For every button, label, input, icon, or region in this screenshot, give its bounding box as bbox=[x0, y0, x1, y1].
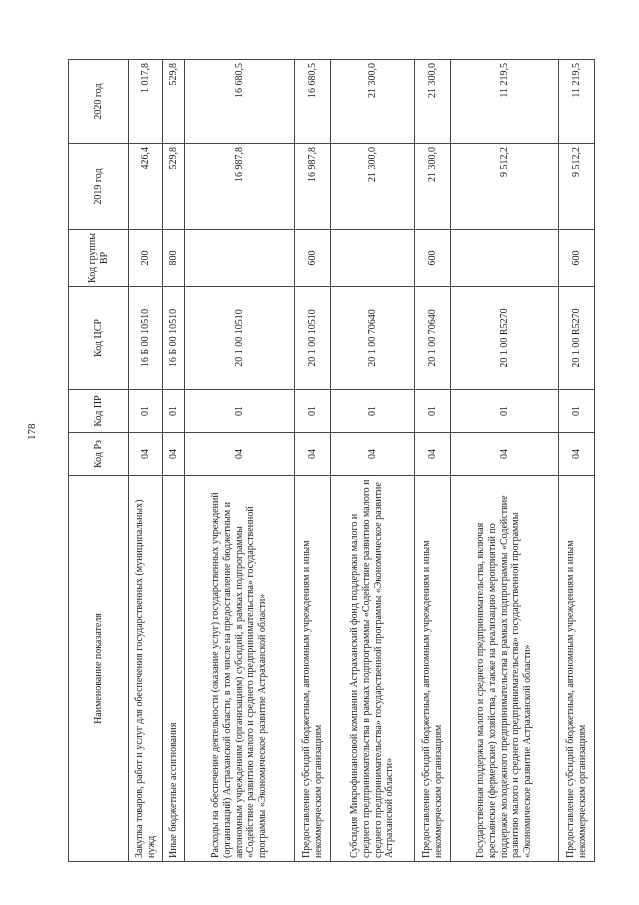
row-2019: 529,8 bbox=[163, 144, 185, 230]
row-csr: 20 1 00 10510 bbox=[295, 287, 331, 390]
row-csr: 16 Б 00 10510 bbox=[129, 287, 163, 390]
row-vr: 200 bbox=[129, 230, 163, 287]
row-rz: 04 bbox=[295, 433, 331, 476]
row-2019: 9 512,2 bbox=[451, 144, 559, 230]
header-vr: Код группы ВР bbox=[69, 230, 129, 287]
row-name: Предоставление субсидий бюджетным, автономным учреждениям и иным некоммерческим организациям bbox=[415, 476, 451, 862]
row-rz: 04 bbox=[451, 433, 559, 476]
row-name: Предоставление субсидий бюджетным, автономным учреждениям и иным некоммерческим организациям bbox=[559, 476, 595, 862]
row-pr: 01 bbox=[295, 390, 331, 433]
row-2019: 9 512,2 bbox=[559, 144, 595, 230]
row-vr: 600 bbox=[415, 230, 451, 287]
row-2020: 16 680,5 bbox=[185, 60, 295, 144]
row-name: Закупка товаров, работ и услуг для обеспечения государственных (муниципальных) нужд bbox=[129, 476, 163, 862]
row-csr: 20 1 00 70640 bbox=[331, 287, 415, 390]
row-rz: 04 bbox=[163, 433, 185, 476]
row-pr: 01 bbox=[163, 390, 185, 433]
row-2019: 21 300,0 bbox=[415, 144, 451, 230]
row-vr bbox=[331, 230, 415, 287]
header-pr: Код ПР bbox=[69, 390, 129, 433]
row-vr: 800 bbox=[163, 230, 185, 287]
row-2020: 11 219,5 bbox=[559, 60, 595, 144]
row-2019: 426,4 bbox=[129, 144, 163, 230]
row-2020: 1 017,8 bbox=[129, 60, 163, 144]
row-csr: 20 1 00 R5270 bbox=[559, 287, 595, 390]
table-row bbox=[185, 60, 295, 862]
row-rz: 04 bbox=[415, 433, 451, 476]
row-rz: 04 bbox=[331, 433, 415, 476]
header-name: Наименование показателя bbox=[69, 476, 129, 862]
table-row bbox=[163, 60, 185, 862]
row-csr: 20 1 00 10510 bbox=[185, 287, 295, 390]
table-container bbox=[68, 60, 588, 862]
row-2020: 11 219,5 bbox=[451, 60, 559, 144]
row-vr: 600 bbox=[295, 230, 331, 287]
table-header-row bbox=[69, 60, 129, 862]
table-row bbox=[295, 60, 331, 862]
row-csr: 20 1 00 70640 bbox=[415, 287, 451, 390]
row-name: Субсидия Микрофинансовой компании Астраханский фонд поддержки малого и среднего предпринимательства в рамках подпрограммы «Содействие развитию малого и среднего предпринимательства» государственной программы «Экономическое развитие Астраханской области» bbox=[331, 476, 415, 862]
row-vr bbox=[185, 230, 295, 287]
row-2020: 529,8 bbox=[163, 60, 185, 144]
table-row bbox=[129, 60, 163, 862]
header-2020: 2020 год bbox=[69, 60, 129, 144]
row-vr bbox=[451, 230, 559, 287]
row-2020: 21 300,0 bbox=[415, 60, 451, 144]
row-vr: 600 bbox=[559, 230, 595, 287]
row-2019: 16 987,8 bbox=[185, 144, 295, 230]
table-row bbox=[331, 60, 415, 862]
row-pr: 01 bbox=[129, 390, 163, 433]
row-rz: 04 bbox=[185, 433, 295, 476]
row-name: Предоставление субсидий бюджетным, автономным учреждениям и иным некоммерческим организациям bbox=[295, 476, 331, 862]
row-2019: 21 300,0 bbox=[331, 144, 415, 230]
header-2019: 2019 год bbox=[69, 144, 129, 230]
row-rz: 04 bbox=[129, 433, 163, 476]
header-rz: Код Рз bbox=[69, 433, 129, 476]
page-number: 178 bbox=[26, 423, 38, 440]
row-pr: 01 bbox=[451, 390, 559, 433]
header-csr: Код ЦСР bbox=[69, 287, 129, 390]
row-rz: 04 bbox=[559, 433, 595, 476]
row-pr: 01 bbox=[331, 390, 415, 433]
row-2020: 21 300,0 bbox=[331, 60, 415, 144]
row-csr: 16 Б 00 10510 bbox=[163, 287, 185, 390]
table-row bbox=[415, 60, 451, 862]
row-pr: 01 bbox=[185, 390, 295, 433]
row-2019: 16 987,8 bbox=[295, 144, 331, 230]
row-csr: 20 1 00 R5270 bbox=[451, 287, 559, 390]
row-name: Государственная поддержка малого и среднего предпринимательства, включая крестьянские (фермерские) хозяйства, а также на реализацию мероприятий по поддержке молодежного предпринимательства в рамках подпрограммы «Содействие развитию малого и среднего предпринимательства» государственной программы «Экономическое развитие Астраханской области» bbox=[451, 476, 559, 862]
budget-table bbox=[68, 59, 595, 862]
row-2020: 16 680,5 bbox=[295, 60, 331, 144]
row-pr: 01 bbox=[559, 390, 595, 433]
table-row bbox=[451, 60, 559, 862]
row-name: Расходы на обеспечение деятельности (оказание услуг) государственных учреждений (организаций) Астраханской области, в том числе на предоставление бюджетным и автономным учреждениям (организациям) субсидий, в рамках подпрограммы «Содействие развитию малого и среднего предпринимательства» государственной программы «Экономическое развитие Астраханской области» bbox=[185, 476, 295, 862]
row-name: Иные бюджетные ассигнования bbox=[163, 476, 185, 862]
table-row bbox=[559, 60, 595, 862]
row-pr: 01 bbox=[415, 390, 451, 433]
